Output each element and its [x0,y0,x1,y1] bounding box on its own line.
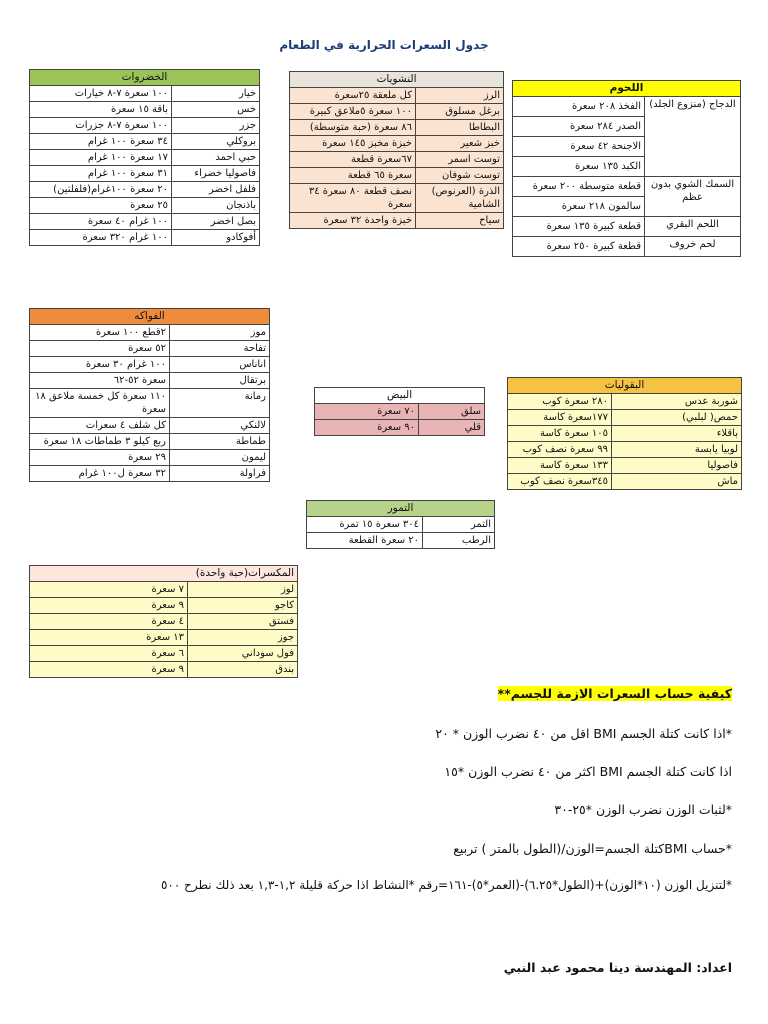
table-header: التمور [307,501,495,517]
table-row [508,410,742,426]
food-name: كاجو [188,598,298,614]
calorie-value: كل ملعقة ٢٥سعرة [290,88,416,104]
calorie-value: الفخذ ٢٠٨ سعرة [513,97,645,117]
table-row [290,168,504,184]
food-name: لوز [188,582,298,598]
food-name: بصل اخضر [172,214,260,230]
table-row [30,614,298,630]
table-row [30,150,260,166]
meat-type: الدجاج (منزوع الجلد) [645,97,741,177]
table-row [30,134,260,150]
table-row [315,420,485,436]
dates-table [306,500,495,549]
table-row [30,118,260,134]
table-row [30,373,270,389]
food-name: توست شوفان [416,168,504,184]
table-row [30,389,270,418]
calorie-value: ٦ سعرة [30,646,188,662]
calorie-value: خبزة مخبز ١٤٥ سعرة [290,136,416,152]
table-row [508,474,742,490]
calorie-value: الصدر ٢٨٤ سعرة [513,117,645,137]
calorie-value: ١٧٧سعرة كاسة [508,410,612,426]
starches-table [289,71,504,229]
calorie-value: ١٠٠ غرام ٣٠ سعرة [30,357,170,373]
note-line-4: *حساب BMIكتلة الجسم=الوزن/(الطول بالمتر ) تربيع [453,841,732,856]
table-row [290,120,504,136]
calorie-value: ٩٠ سعرة [315,420,419,436]
food-name: موز [170,325,270,341]
nuts-table [29,565,298,678]
page-title: جدول السعرات الحرارية في الطعام [279,38,489,52]
table-row [290,184,504,213]
food-name: خبز شعير [416,136,504,152]
note-line-1: *اذا كانت كتلة الجسم BMI اقل من ٤٠ نضرب الوزن * ٢٠ [435,726,732,741]
table-row [508,458,742,474]
calorie-value: نصف قطعة ٨٠ سعرة ٣٤ سعرة [290,184,416,213]
table-row [30,102,260,118]
calorie-value: ٦٧سعرة قطعة [290,152,416,168]
table-row [30,182,260,198]
food-name: لالنكي [170,418,270,434]
food-name: أفوكادو [172,230,260,246]
table-header: النشويات [290,72,504,88]
calorie-value: سعرة ٦٥ قطعة [290,168,416,184]
table-row [508,426,742,442]
table-row [290,136,504,152]
calorie-value: ١٠٠ غرام ٤٠ سعرة [30,214,172,230]
calorie-value: ١٠٠ غرام ٣٢٠ سعرة [30,230,172,246]
calorie-value: ٣١ سعرة ١٠٠ غرام [30,166,172,182]
calorie-value: سعرة ٥٢-٦٢ [30,373,170,389]
table-row [513,97,741,117]
table-row [30,450,270,466]
food-name: خس [172,102,260,118]
vegetables-table [29,69,260,246]
calorie-value: ١٧ سعرة ١٠٠ غرام [30,150,172,166]
table-header: البقوليات [508,378,742,394]
food-name: ليمون [170,450,270,466]
calorie-value: ١٠٠ سعرة ٥ملاعق كبيرة [290,104,416,120]
calorie-value: ١٣ سعرة [30,630,188,646]
food-name: جزر [172,118,260,134]
food-name: الذرة (العرنوص) الشامية [416,184,504,213]
calorie-value: ٨٦ سعرة (حبة متوسطة) [290,120,416,136]
calorie-value: ٣٠٤ سعرة ١٥ تمرة [307,517,423,533]
calorie-value: ٧ سعرة [30,582,188,598]
calorie-value: خبزة واحدة ٣٢ سعرة [290,213,416,229]
table-row [30,166,260,182]
fruits-table [29,308,270,482]
calorie-value: قطعة كبيرة ١٣٥ سعرة [513,217,645,237]
food-name: تفاحة [170,341,270,357]
notes-heading: كيفية حساب السعرات الازمة للجسم** [497,686,732,701]
table-row [290,104,504,120]
table-row [30,630,298,646]
calorie-value: ٥٢ سعرة [30,341,170,357]
food-name: فلفل اخضر [172,182,260,198]
food-name: اناناس [170,357,270,373]
calorie-value: ٣٤ سعرة ١٠٠ غرام [30,134,172,150]
food-name: سياح [416,213,504,229]
meat-type: اللحم البقري [645,217,741,237]
calorie-value: ٤ سعرة [30,614,188,630]
table-row [315,404,485,420]
calorie-value: ٣٤٥سعرة نصف كوب [508,474,612,490]
calorie-value: ٢٠ سعرة القطعة [307,533,423,549]
table-row [30,418,270,434]
food-name: برتقال [170,373,270,389]
table-row [513,177,741,197]
food-name: التمر [423,517,495,533]
food-name: سلق [419,404,485,420]
food-name: بروكلي [172,134,260,150]
table-header: اللحوم [513,81,741,97]
calorie-value: ١٠٠ سعرة ٧-٨ خيارات [30,86,172,102]
note-line-5: *لتنزيل الوزن (١٠*الوزن)+(الطول*٦.٢٥)-(العمر*٥)-١٦١=رقم *النشاط اذا حركة قليلة ١,٢-١,٣ بعد ذلك نطرح ٥٠٠ [160,878,732,892]
calorie-value: ١٠٥ سعرة كاسة [508,426,612,442]
eggs-table [314,387,485,436]
food-name: فراولة [170,466,270,482]
table-row [30,598,298,614]
table-row [307,533,495,549]
table-row [30,434,270,450]
table-row [290,152,504,168]
calorie-value: ٩٩ سعرة نصف كوب [508,442,612,458]
table-row [307,517,495,533]
food-name: بندق [188,662,298,678]
calorie-value: ٩ سعرة [30,662,188,678]
food-name: لوبيا يابسة [612,442,742,458]
table-row [30,646,298,662]
calorie-value: قطعة متوسطة ٢٠٠ سعرة [513,177,645,197]
calorie-value: الكبد ١٣٥ سعرة [513,157,645,177]
table-row [30,662,298,678]
calorie-value: ١٣٣ سعرة كاسة [508,458,612,474]
table-row [30,230,260,246]
table-row [30,582,298,598]
food-name: رمانة [170,389,270,418]
table-row [30,198,260,214]
food-name: قلي [419,420,485,436]
table-header: البيض [315,388,485,404]
table-row [30,341,270,357]
table-header: المكسرات(حبة واحدة) [30,566,298,582]
calorie-value: ٢٠ سعرة ١٠٠غرام(فلفلتين) [30,182,172,198]
table-row [30,466,270,482]
table-header: الخضروات [30,70,260,86]
table-header: الفواكه [30,309,270,325]
calorie-value: ٧٠ سعرة [315,404,419,420]
calorie-value: ١١٠ سعرة كل خمسة ملاعق ١٨ سعرة [30,389,170,418]
meat-type: السمك الشوي بدون عظم [645,177,741,217]
calorie-value: ١٠٠ سعرة ٧-٨ جزرات [30,118,172,134]
table-row [30,325,270,341]
calorie-value: باقة ١٥ سعرة [30,102,172,118]
calorie-value: ربع كيلو ٣ طماطات ١٨ سعرة [30,434,170,450]
food-name: توست اسمر [416,152,504,168]
food-name: حمص( لبلبي) [612,410,742,426]
food-name: فاصوليا خضراء [172,166,260,182]
note-line-3: *لثبات الوزن نضرب الوزن *٢٥-٣٠ [554,802,732,817]
food-name: باذنجان [172,198,260,214]
table-row [30,357,270,373]
calorie-value: الاجنحة ٤٢ سعرة [513,137,645,157]
table-row [30,86,260,102]
food-name: البطاطا [416,120,504,136]
food-name: فستق [188,614,298,630]
note-line-2: اذا كانت كتلة الجسم BMI اكثر من ٤٠ نضرب الوزن *١٥ [444,764,732,779]
legumes-table [507,377,742,490]
calorie-value: ٢٩ سعرة [30,450,170,466]
food-name: فاصوليا [612,458,742,474]
table-row [508,442,742,458]
food-name: خيار [172,86,260,102]
food-name: طماطة [170,434,270,450]
calorie-value: قطعة كبيرة ٢٥٠ سعرة [513,237,645,257]
calorie-value: ٢٨٠ سعرة كوب [508,394,612,410]
table-row [513,217,741,237]
calorie-value: كل شلف ٤ سعرات [30,418,170,434]
food-name: برغل مسلوق [416,104,504,120]
food-name: باقلاء [612,426,742,442]
food-name: فول سوداني [188,646,298,662]
calorie-value: ٩ سعرة [30,598,188,614]
calorie-value: ٢قطع ١٠٠ سعرة [30,325,170,341]
food-name: الرز [416,88,504,104]
meat-type: لحم خروف [645,237,741,257]
food-name: جوز [188,630,298,646]
author-credit: اعداد: المهندسة دينا محمود عبد النبي [503,960,732,975]
table-row [290,88,504,104]
table-row [290,213,504,229]
food-name: شوربة عدس [612,394,742,410]
food-name: حبي احمد [172,150,260,166]
food-name: ماش [612,474,742,490]
meat-table [512,80,741,257]
calorie-value: ٣٢ سعرة ل١٠٠ غرام [30,466,170,482]
table-row [30,214,260,230]
table-row [508,394,742,410]
calorie-value: ٢٥ سعرة [30,198,172,214]
food-name: الرطب [423,533,495,549]
table-row [513,237,741,257]
calorie-value: سالمون ٢١٨ سعرة [513,197,645,217]
